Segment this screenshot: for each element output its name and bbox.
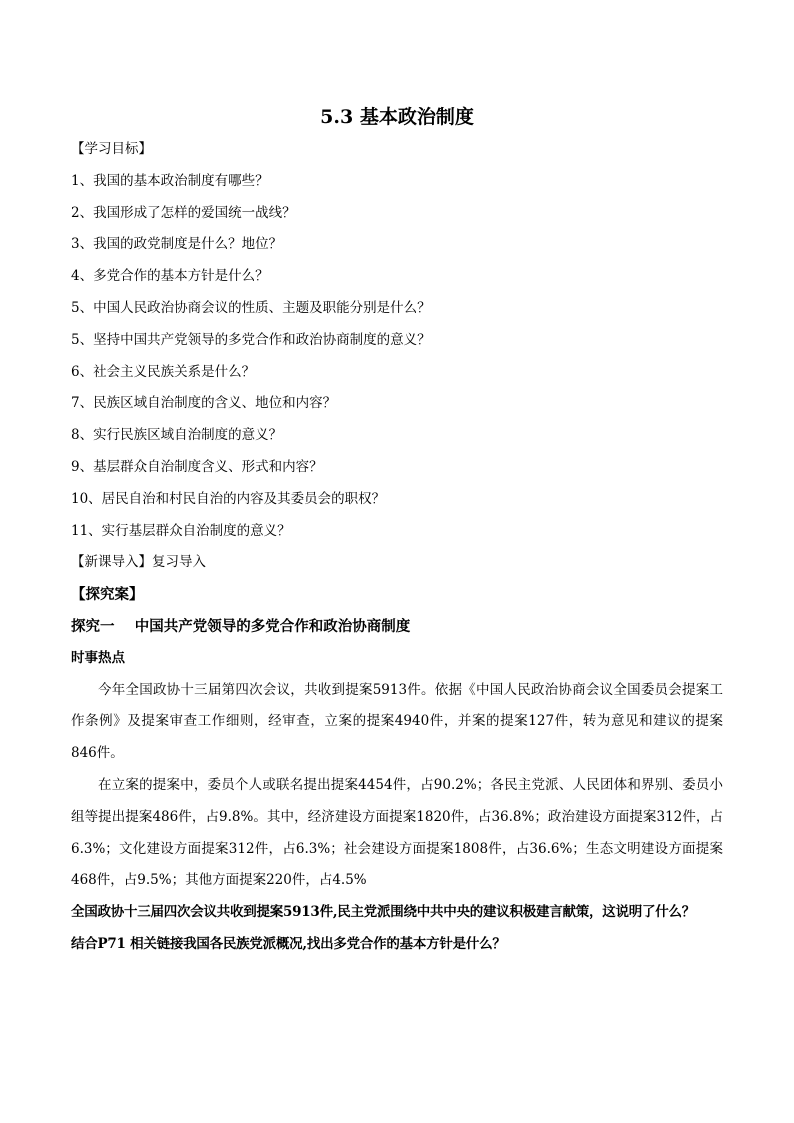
explore-heading: 【探究案】 [71,586,144,604]
learning-goals-list [71,166,723,548]
intro-label: 【新课导入】 [71,554,152,571]
question: 全国政协十三届四次会议共收到提案5913件,民主党派围绕中共中央的建议积极建言献策，这说明了什么？ [71,904,696,921]
document-page [71,100,723,961]
learning-goals-heading: 【学习目标】 [71,141,152,157]
goal-item: 2、我国形成了怎样的爱国统一战线？ [71,204,296,221]
paragraph: 在立案的提案中，委员个人或联名提出提案4454件，占90.2%；各民主党派、人民团体和界别、委员小组等提出提案486件，占9.8%。其中，经济建设方面提案1820件，占36.8%；政治建设方面提案312件，占6.3%；文化建设方面提案312件，占6.3%；社会建设方面提案1808件，占36.6%；生态文明建设方面提案468件，占9.5%；其他方面提案220件，占4.5% [71,776,723,889]
hot-topic-label: 时事热点 [71,649,125,666]
goal-item: 10、居民自治和村民自治的内容及其委员会的职权？ [71,490,386,507]
goal-item: 6、社会主义民族关系是什么？ [71,363,256,380]
goal-item: 4、多党合作的基本方针是什么？ [71,268,269,285]
goal-item: 8、实行民族区域自治制度的意义？ [71,427,283,444]
page-title: 5.3 基本政治制度 [320,106,474,128]
goal-item: 9、基层群众自治制度含义、形式和内容？ [71,458,323,475]
goal-item: 3、我国的政党制度是什么？地位？ [71,236,283,253]
question: 结合P71 相关链接我国各民族党派概况,找出多党合作的基本方针是什么？ [71,935,506,952]
goal-item: 5、坚持中国共产党领导的多党合作和政治协商制度的意义？ [71,331,431,348]
explore-section-title: 探究一 中国共产党领导的多党合作和政治协商制度 [71,617,411,635]
intro-text: 复习导入 [152,554,206,571]
goal-item: 7、民族区域自治制度的含义、地位和内容？ [71,395,337,412]
paragraph: 今年全国政协十三届第四次会议，共收到提案5913件。依据《中国人民政治协商会议全国委员会提案工作条例》及提案审查工作细则，经审查，立案的提案4940件，并案的提案127件，转为意见和建议的提案846件。 [71,681,723,762]
goal-item: 1、我国的基本政治制度有哪些？ [71,172,269,189]
new-lesson-intro [71,547,723,579]
goal-item: 5、中国人民政治协商会议的性质、主题及职能分别是什么？ [71,299,431,316]
goal-item: 11、实行基层群众自治制度的意义？ [71,522,291,539]
